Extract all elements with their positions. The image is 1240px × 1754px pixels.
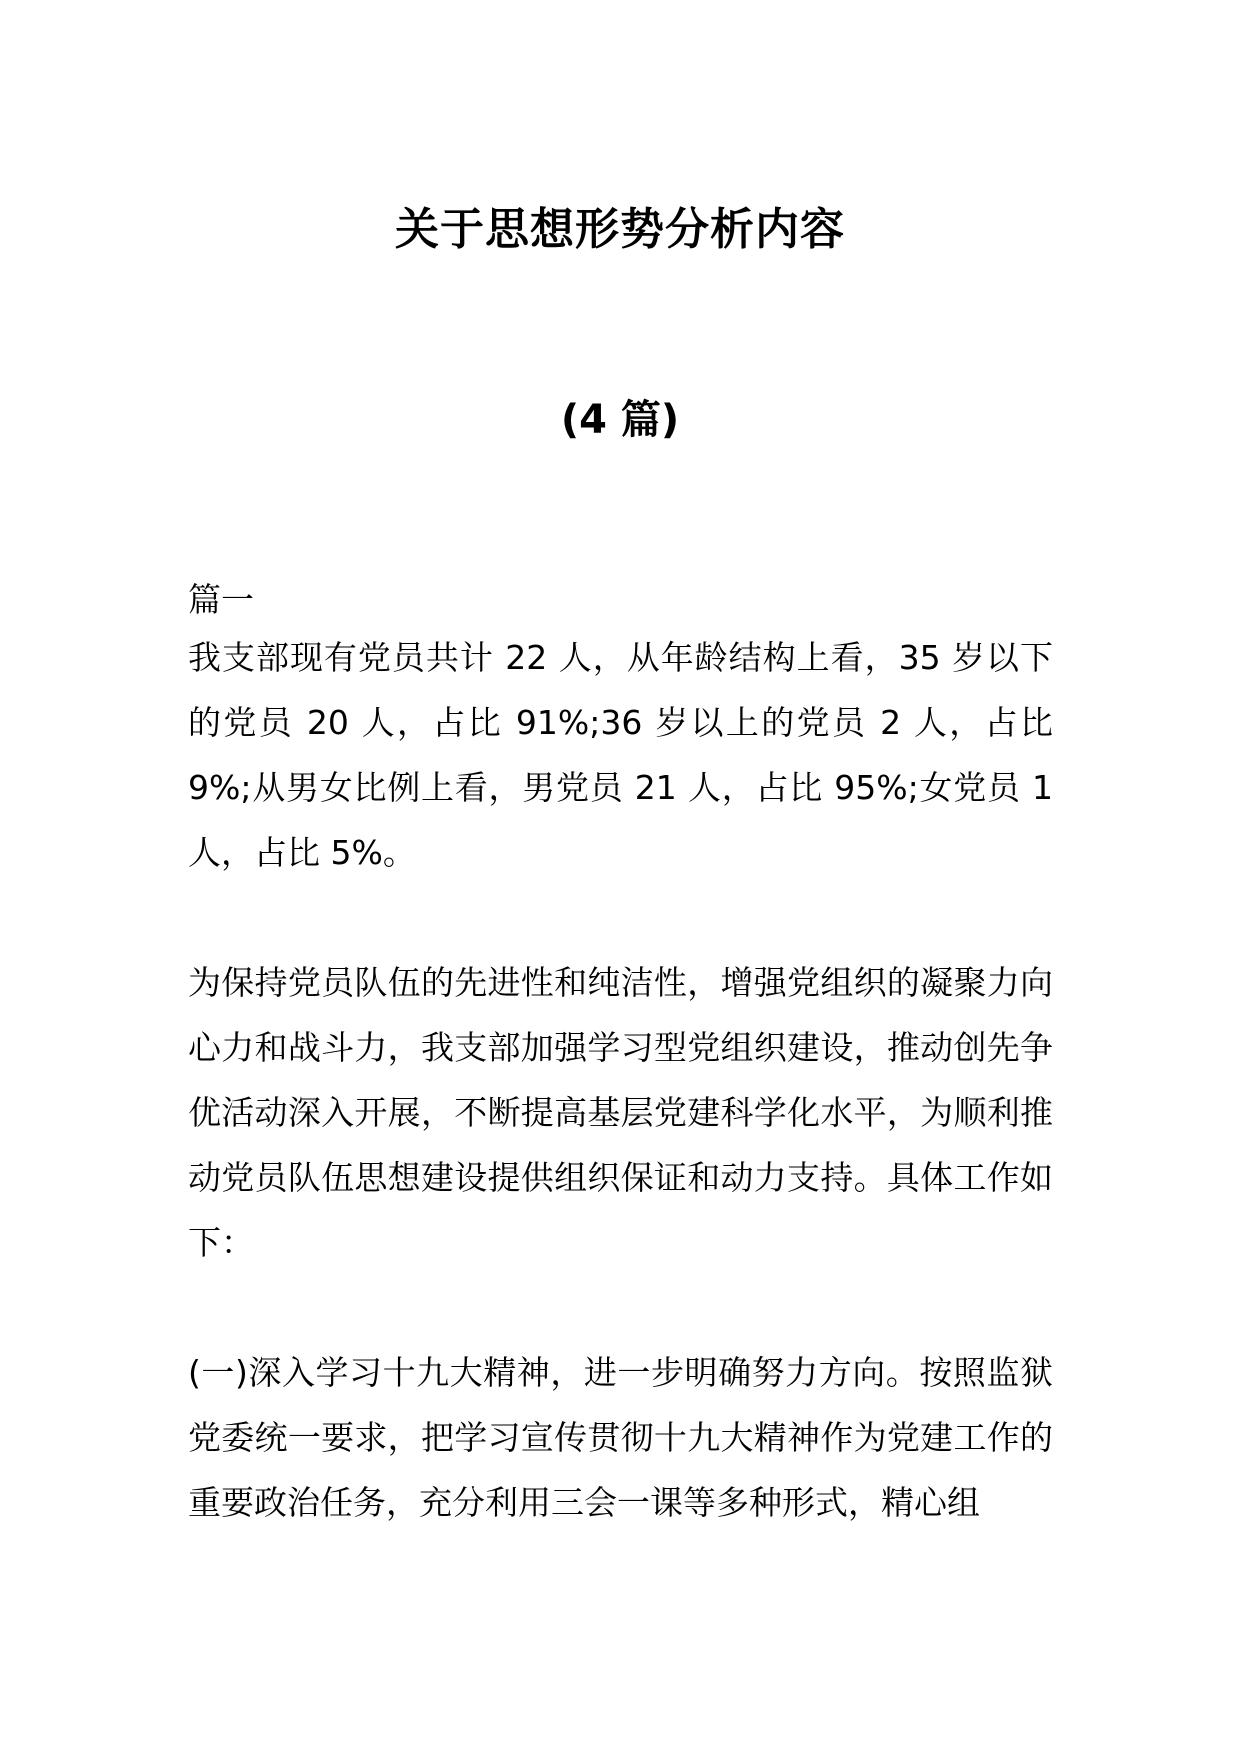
paragraph-gap [188,885,1053,950]
document-title: 关于思想形势分析内容 [395,204,845,255]
section-label: 篇一 [188,580,254,619]
paragraph-gap [188,1275,1053,1340]
document-subtitle: (4 篇) [560,397,680,443]
paragraph-2: 为保持党员队伍的先进性和纯洁性，增强党组织的凝聚力向心力和战斗力，我支部加强学习型党组织建设，推动创先争优活动深入开展，不断提高基层党建科学化水平，为顺利推动党员队伍思想建设提供组织保证和动力支持。具体工作如下： [188,963,1053,1262]
document-body [188,575,1053,1535]
paragraph-1: 我支部现有党员共计 22 人，从年龄结构上看，35 岁以下的党员 20 人，占比 91%;36 岁以上的党员 2 人，占比 9%;从男女比例上看，男党员 21 人，占比 95%;女党员 1 人，占比 5%。 [188,638,1053,872]
paragraph-3: (一)深入学习十九大精神，进一步明确努力方向。按照监狱党委统一要求，把学习宣传贯彻十九大精神作为党建工作的重要政治任务，充分利用三会一课等多种形式，精心组 [188,1353,1053,1522]
